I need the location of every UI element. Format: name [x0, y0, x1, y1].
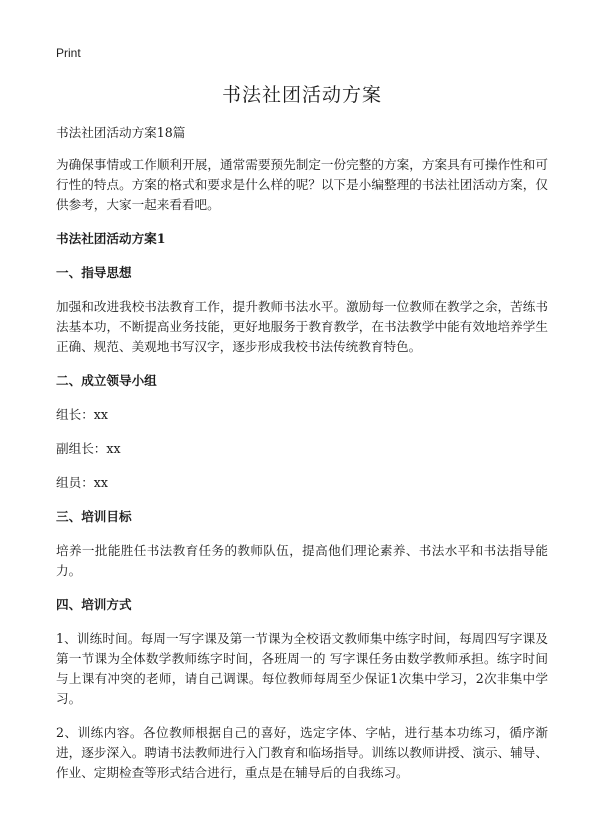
members-line: 组员：xx	[56, 475, 108, 490]
paragraph-training-goal: 培养一批能胜任书法教育任务的教师队伍，提高他们理论素养、书法水平和书法指导能力。	[56, 543, 548, 578]
vice-leader-line: 副组长：xx	[56, 441, 121, 456]
heading-training-method: 四、培训方式	[56, 597, 132, 612]
heading-training-goal: 三、培训目标	[56, 509, 132, 524]
doc-subtitle: 书法社团活动方案18篇	[56, 125, 186, 140]
heading-leadership-group: 二、成立领导小组	[56, 373, 157, 388]
intro-paragraph: 为确保事情或工作顺利开展，通常需要预先制定一份完整的方案，方案具有可操作性和可行性的特点。方案的格式和要求是什么样的呢？以下是小编整理的书法社团活动方案，仅供参考，大家一起来看看吧。	[56, 157, 548, 212]
print-link[interactable]: Print	[56, 46, 81, 60]
heading-guiding-ideology: 一、指导思想	[56, 265, 132, 280]
section-title: 书法社团活动方案1	[56, 231, 166, 246]
paragraph-guiding-ideology: 加强和改进我校书法教育工作，提升教师书法水平。激励每一位教师在教学之余，苦练书法基本功，不断提高业务技能，更好地服务于教育教学，在书法教学中能有效地培养学生正确、规范、美观地书写汉字，逐步形成我校书法传统教育特色。	[56, 299, 548, 354]
leader-line: 组长：xx	[56, 407, 108, 422]
paragraph-training-time: 1、训练时间。每周一写字课及第一节课为全校语文教师集中练字时间，每周四写字课及第一节课为全体数学教师练字时间，各班周一的 写字课任务由数学教师承担。练字时间与上课有冲突的老师，请自己调课。每位教师每周至少保证1次集中学习，2次非集中学习。	[56, 631, 548, 706]
document-body	[56, 76, 548, 797]
paragraph-training-content: 2、训练内容。各位教师根据自己的喜好，选定字体、字帖，进行基本功练习，循序渐进，逐步深入。聘请书法教师进行入门教育和临场指导。训练以教师讲授、演示、辅导、作业、定期检查等形式结合进行，重点是在辅导后的自我练习。	[56, 725, 548, 780]
page-title: 书法社团活动方案	[221, 84, 382, 106]
